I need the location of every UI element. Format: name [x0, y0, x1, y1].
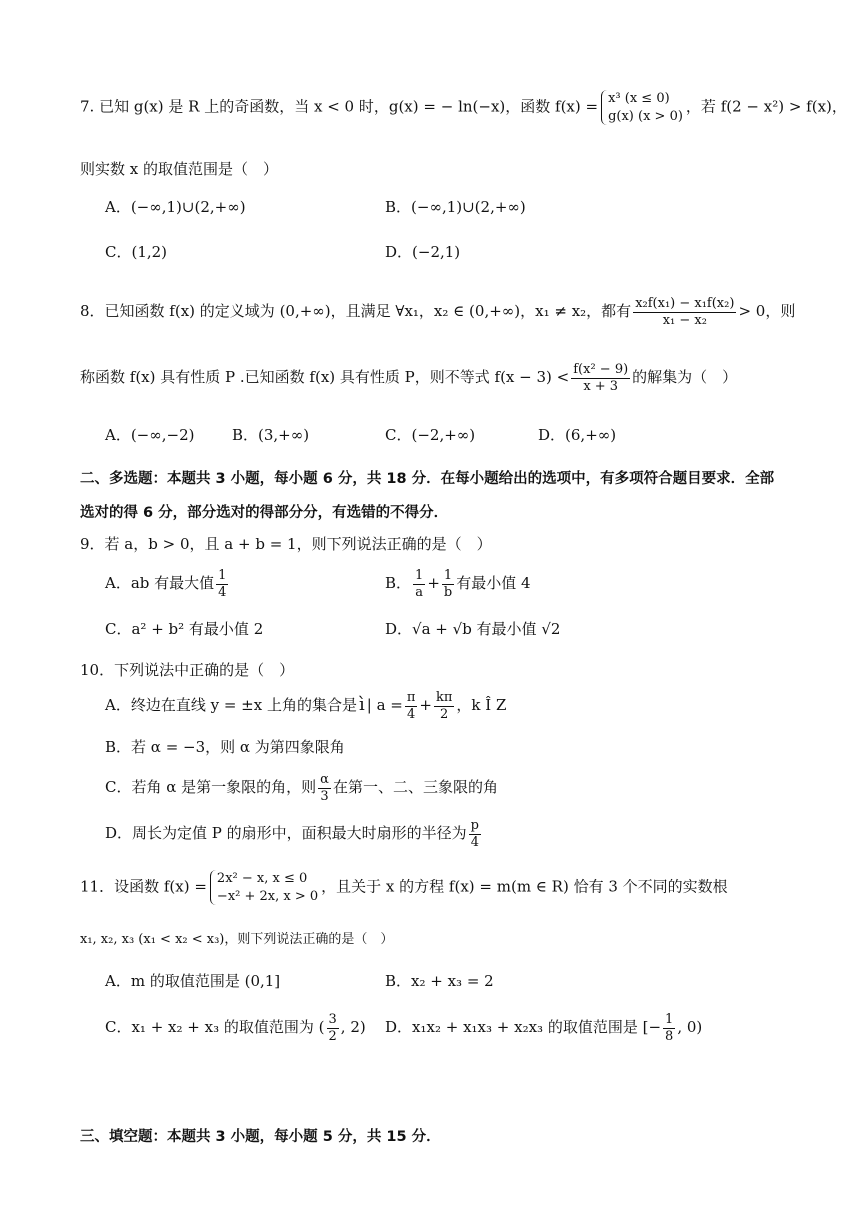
q9-a-den: 4 — [218, 584, 227, 600]
q10-c-fraction — [318, 772, 331, 804]
q8-inequality-fraction — [571, 362, 630, 394]
q8-option-b: B．(3,+∞) — [232, 426, 310, 444]
q11-c-post: , 2) — [340, 1018, 366, 1037]
q10-a-text: A．终边在直线 y = ±x 上角的集合是 — [105, 696, 357, 715]
q10-option-d — [105, 818, 483, 850]
q8-stem-part2: > 0，则 — [738, 302, 796, 321]
q8-option-a: A．(−∞,−2) — [105, 426, 195, 444]
q9-b-label: B． — [385, 574, 412, 593]
q7-stem-line2: 则实数 x 的取值范围是（ ） — [80, 160, 278, 178]
q8-frac2-den: x + 3 — [583, 378, 619, 394]
q11-d-text: D．x₁x₂ + x₁x₃ + x₂x₃ 的取值范围是 [− — [385, 1018, 662, 1037]
q10-stem: 10．下列说法中正确的是（ ） — [80, 661, 295, 679]
q10-d-text: D．周长为定值 P 的扇形中，面积最大时扇形的半径为 — [105, 824, 467, 843]
q11-option-c — [105, 1012, 366, 1044]
q9-option-d: D．√a + √b 有最小值 √2 — [385, 620, 561, 638]
q8-stem-line1 — [80, 296, 795, 328]
q10-a-brace-glyph: ì — [358, 694, 365, 716]
q8-option-c: C．(−2,+∞) — [385, 426, 476, 444]
q11-stem-line2: x₁, x₂, x₃ (x₁ < x₂ < x₃)，则下列说法正确的是（ ） — [80, 932, 394, 947]
q11-option-a: A．m 的取值范围是 (0,1] — [105, 972, 281, 990]
q9-b-fraction2 — [442, 568, 454, 600]
q7-option-a: A．(−∞,1)∪(2,+∞) — [105, 198, 246, 216]
q7-option-d: D．(−2,1) — [385, 243, 461, 261]
q7-piece-top: x³ (x ≤ 0) — [608, 91, 670, 106]
q9-a-text: A．ab 有最大值 — [105, 574, 215, 593]
q10-d-den: 4 — [470, 834, 479, 850]
q11-stem-pre: 11．设函数 f(x) = — [80, 877, 207, 896]
q9-option-b — [385, 568, 531, 600]
q10-a-den2: 2 — [440, 706, 449, 722]
q10-d-fraction — [469, 818, 481, 850]
q11-d-num: 1 — [665, 1012, 674, 1027]
q11-piece-top: 2x² − x, x ≤ 0 — [216, 871, 308, 886]
q7-piecewise — [601, 90, 683, 125]
q11-d-post: , 0) — [677, 1018, 703, 1037]
q10-c-den: 3 — [320, 788, 329, 804]
q11-c-fraction — [327, 1012, 339, 1044]
q8-stem-part1: 8．已知函数 f(x) 的定义域为 (0,+∞)，且满足 ∀x₁，x₂ ∈ (0,+∞)，x₁ ≠ x₂，都有 — [80, 302, 632, 321]
q11-stem-post: ，且关于 x 的方程 f(x) = m(m ∈ R) 恰有 3 个不同的实数根 — [321, 877, 728, 896]
q8-frac-den: x₁ − x₂ — [662, 312, 707, 328]
q9-option-a — [105, 568, 230, 600]
q10-a-set-text: | a = — [366, 696, 403, 715]
section-2-heading-line1: 二、多选题：本题共 3 小题，每小题 6 分，共 18 分．在每小题给出的选项中，有多项符合题目要求．全部 — [80, 471, 775, 487]
q11-d-den: 8 — [665, 1028, 674, 1044]
q9-b-num2: 1 — [442, 568, 454, 585]
q11-piece-bottom: −x² + 2x, x > 0 — [216, 888, 319, 904]
q10-option-b: B．若 α = −3，则 α 为第四象限角 — [105, 738, 345, 756]
q7-stem-part1: 7. 已知 g(x) 是 R 上的奇函数，当 x < 0 时，g(x) = − ln(−x)，函数 f(x) = — [80, 97, 599, 116]
q11-c-num: 3 — [328, 1012, 337, 1027]
q10-a-plus: + — [419, 696, 432, 715]
q11-option-b: B．x₂ + x₃ = 2 — [385, 972, 494, 990]
q10-a-den1: 4 — [406, 706, 416, 722]
q10-c-num: α — [320, 772, 329, 787]
q7-piece-bottom: g(x) (x > 0) — [608, 108, 683, 124]
q11-stem-line1 — [80, 870, 728, 905]
q9-b-den2: b — [443, 584, 453, 600]
q9-a-fraction — [216, 568, 228, 600]
q11-option-d — [385, 1012, 702, 1044]
q7-stem-part2: ，若 f(2 − x²) > f(x)， — [685, 97, 847, 116]
q8-line2-part1: 称函数 f(x) 具有性质 P .已知函数 f(x) 具有性质 P，则不等式 f(x − 3) < — [80, 368, 570, 387]
q7-option-b: B．(−∞,1)∪(2,+∞) — [385, 198, 526, 216]
q11-d-fraction — [663, 1012, 675, 1044]
q9-b-plus: + — [427, 574, 440, 593]
q8-frac-num: x₂f(x₁) − x₁f(x₂) — [635, 296, 735, 311]
q9-b-text: 有最小值 4 — [456, 574, 531, 593]
q8-condition-fraction — [633, 296, 736, 328]
q9-b-den1: a — [415, 584, 424, 600]
q10-a-fraction1 — [405, 690, 418, 722]
q9-b-num1: 1 — [415, 568, 424, 583]
q10-a-post: ，k Î Z — [456, 696, 507, 715]
q7-option-c: C．(1,2) — [105, 243, 168, 261]
q11-piecewise — [210, 870, 318, 905]
q10-d-num: p — [470, 818, 479, 833]
q10-option-a — [105, 690, 506, 722]
q8-frac2-num: f(x² − 9) — [573, 362, 629, 377]
q8-line2-part2: 的解集为（ ） — [632, 368, 738, 387]
q8-option-d: D．(6,+∞) — [538, 426, 617, 444]
section-3-heading: 三、填空题：本题共 3 小题，每小题 5 分，共 15 分． — [80, 1129, 441, 1145]
q9-option-c: C．a² + b² 有最小值 2 — [105, 620, 264, 638]
q9-b-fraction1 — [413, 568, 425, 600]
q10-c-post: 在第一、二、三象限的角 — [332, 778, 498, 797]
q9-a-num: 1 — [218, 568, 227, 583]
q11-c-text: C．x₁ + x₂ + x₃ 的取值范围为 ( — [105, 1018, 325, 1037]
q9-stem: 9．若 a，b > 0，且 a + b = 1，则下列说法正确的是（ ） — [80, 535, 492, 553]
q10-a-fraction2 — [434, 690, 454, 722]
q10-a-num1: π — [406, 690, 416, 705]
q8-stem-line2 — [80, 362, 737, 394]
q10-option-c — [105, 772, 498, 804]
section-2-heading-line2: 选对的得 6 分，部分选对的得部分分，有选错的不得分． — [80, 505, 449, 521]
q10-a-num2: kπ — [435, 690, 453, 705]
q11-c-den: 2 — [328, 1028, 337, 1044]
q10-c-text: C．若角 α 是第一象限的角，则 — [105, 778, 317, 797]
q7-stem-line1 — [80, 90, 847, 125]
